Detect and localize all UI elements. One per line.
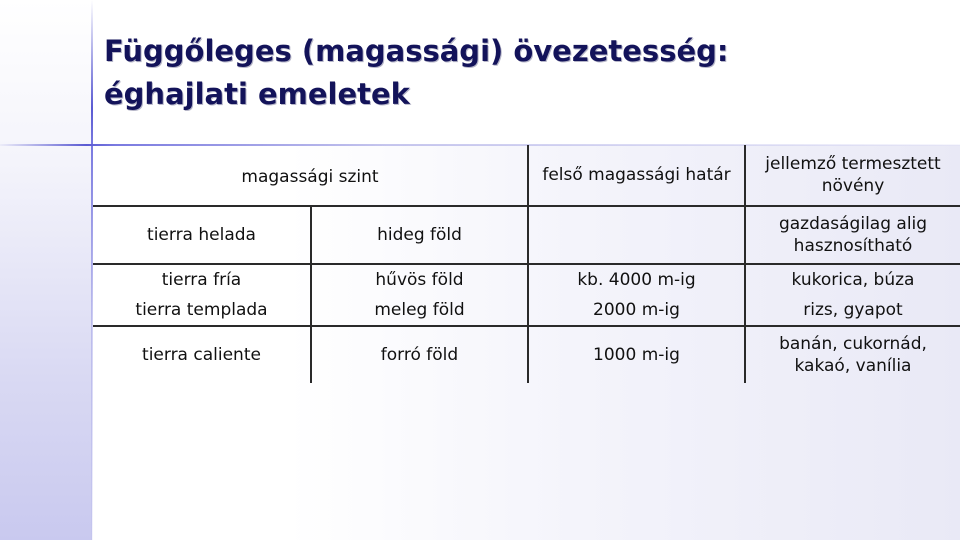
header-upper-limit: felső magassági határ bbox=[528, 145, 745, 206]
zone-upper-limit: 1000 m-ig bbox=[528, 326, 745, 383]
altitude-zones-table bbox=[93, 145, 960, 383]
zone-crop bbox=[745, 206, 960, 264]
zone-name: tierra caliente bbox=[142, 345, 261, 365]
zone-name: tierra templada bbox=[93, 295, 311, 326]
zone-name: tierra helada bbox=[93, 206, 311, 264]
zone-crop-line-2: kakaó, vanília bbox=[794, 356, 912, 376]
zone-crop: kukorica, búza bbox=[745, 264, 960, 295]
zone-meaning: forró föld bbox=[311, 326, 528, 383]
zone-meaning: meleg föld bbox=[311, 295, 528, 326]
table-row bbox=[93, 295, 960, 326]
header-typical-crop bbox=[745, 145, 960, 206]
table-row bbox=[93, 264, 960, 295]
zone-crop-line-1: gazdaságilag alig bbox=[778, 214, 928, 234]
zone-crop-line-2: hasznosítható bbox=[793, 236, 913, 256]
zone-crop bbox=[745, 326, 960, 383]
slide-title bbox=[104, 30, 904, 116]
table-header-row bbox=[93, 145, 960, 206]
slide-title-line-2: éghajlati emeletek bbox=[104, 77, 410, 111]
table-row bbox=[93, 206, 960, 264]
zone-upper-limit: 2000 m-ig bbox=[528, 295, 745, 326]
slide-title-line-1: Függőleges (magassági) övezetesség: bbox=[104, 34, 729, 68]
table-row bbox=[93, 326, 960, 383]
zone-meaning: hideg föld bbox=[311, 206, 528, 264]
zone-upper-limit: kb. 4000 m-ig bbox=[528, 264, 745, 295]
header-typical-crop-line-2: növény bbox=[821, 176, 885, 196]
zone-crop-line-1: banán, cukornád, bbox=[779, 334, 927, 354]
header-altitude-level: magassági szint bbox=[93, 145, 528, 206]
header-typical-crop-line-1: jellemző termesztett bbox=[765, 154, 941, 174]
zone-crop: rizs, gyapot bbox=[745, 295, 960, 326]
zone-upper-limit bbox=[528, 206, 745, 264]
zone-meaning: hűvös föld bbox=[311, 264, 528, 295]
zone-name: tierra fría bbox=[161, 270, 242, 290]
left-decor-band bbox=[0, 0, 92, 540]
